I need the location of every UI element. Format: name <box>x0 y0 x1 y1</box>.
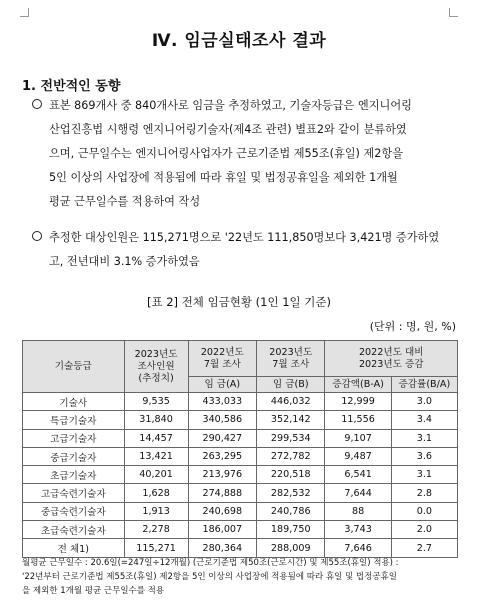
value-cell: 189,750 <box>257 521 325 539</box>
header-headcount: 2023년도 조사인원 (추정치) <box>124 341 188 393</box>
table-row <box>23 393 458 411</box>
paragraph-line: 고, 전년대비 3.1% 증가하였음 <box>49 255 200 268</box>
header-grade: 기술등급 <box>23 341 125 393</box>
header-2022: 2022년도 7월 조사 <box>188 341 256 377</box>
table-row <box>23 429 458 447</box>
table-caption: [표 2] 전체 임금현황 (1인 1일 기준) <box>146 295 332 309</box>
value-cell: 1,913 <box>124 502 188 520</box>
grade-cell: 중급기술자 <box>23 447 125 465</box>
grade-cell: 고급숙련기술자 <box>23 484 125 502</box>
table-row <box>23 521 458 539</box>
header-2023: 2023년도 7월 조사 <box>257 341 325 377</box>
paragraph-line: 산업진흥법 시행령 엔지니어링기술자(제4조 관련) 별표2와 같이 분류하였 <box>49 123 407 136</box>
value-cell: 3.1 <box>391 466 457 484</box>
bullet-circle-icon <box>32 99 42 109</box>
value-cell: 13,421 <box>124 447 188 465</box>
value-cell: 9,107 <box>325 429 391 447</box>
paragraph-line: 으며, 근무일수는 엔지니어링사업자가 근로기준법 제55조(휴일) 제2항을 <box>49 147 404 160</box>
paragraph-line: 5인 이상의 사업장에 적용됨에 따라 휴일 및 법정공휴일을 제외한 1개월 <box>49 171 398 184</box>
value-cell: 446,032 <box>257 393 325 411</box>
value-cell: 274,888 <box>188 484 256 502</box>
value-cell: 2.7 <box>391 539 457 557</box>
grade-cell: 특급기술자 <box>23 411 125 429</box>
value-cell: 1,628 <box>124 484 188 502</box>
value-cell: 6,541 <box>325 466 391 484</box>
table-row <box>23 466 458 484</box>
section-heading: 1. 전반적인 동향 <box>22 79 121 94</box>
value-cell: 290,427 <box>188 429 256 447</box>
value-cell: 240,786 <box>257 502 325 520</box>
corner-mark-left <box>20 8 29 17</box>
value-cell: 280,364 <box>188 539 256 557</box>
table-row <box>23 411 458 429</box>
value-cell: 433,033 <box>188 393 256 411</box>
header-wage-a: 임 금(A) <box>188 377 256 393</box>
value-cell: 240,698 <box>188 502 256 520</box>
bullet-circle-icon <box>32 231 42 241</box>
value-cell: 340,586 <box>188 411 256 429</box>
value-cell: 9,535 <box>124 393 188 411</box>
value-cell: 9,487 <box>325 447 391 465</box>
value-cell: 7,646 <box>325 539 391 557</box>
value-cell: 88 <box>325 502 391 520</box>
header-rate: 증감률(B/A) <box>391 377 457 393</box>
footnote-line: 을 제외한 1개월 평균 근무일수를 적용 <box>22 586 165 596</box>
value-cell: 213,976 <box>188 466 256 484</box>
header-change: 2022년도 대비 2023년도 증감 <box>325 341 458 377</box>
paragraph-line: 표본 869개사 중 840개사로 임금을 추정하였고, 기술자등급은 엔지니어링 <box>32 94 464 118</box>
footnote-line: '22년부터 근로기준법 제55조(휴일) 제2항을 5인 이상의 사업장에 적용됨에 따라 휴일 및 법정공휴일 <box>22 572 397 582</box>
grade-cell: 중급숙련기술자 <box>23 502 125 520</box>
value-cell: 2.0 <box>391 521 457 539</box>
value-cell: 115,271 <box>124 539 188 557</box>
grade-cell: 초급기술자 <box>23 466 125 484</box>
table-unit: (단위 : 명, 원, %) <box>369 320 456 333</box>
value-cell: 40,201 <box>124 466 188 484</box>
value-cell: 282,532 <box>257 484 325 502</box>
header-diff: 증감액(B-A) <box>325 377 391 393</box>
grade-cell: 기술사 <box>23 393 125 411</box>
value-cell: 220,518 <box>257 466 325 484</box>
page-title: Ⅳ. 임금실태조사 결과 <box>151 31 327 51</box>
paragraph-sample <box>32 94 464 214</box>
grade-cell: 전 체1) <box>23 539 125 557</box>
value-cell: 7,644 <box>325 484 391 502</box>
table-row <box>23 502 458 520</box>
value-cell: 2,278 <box>124 521 188 539</box>
value-cell: 186,007 <box>188 521 256 539</box>
paragraph-headcount <box>32 226 464 274</box>
value-cell: 31,840 <box>124 411 188 429</box>
footnote-line: 월평균 근무일수 : 20.6일(=247일÷12개월) (근로기준법 제50조(근로시간) 및 제55조(휴일) 적용) : <box>22 558 399 568</box>
corner-mark-right <box>449 8 458 17</box>
table-row-total <box>23 539 458 557</box>
value-cell: 3.1 <box>391 429 457 447</box>
grade-cell: 고급기술자 <box>23 429 125 447</box>
value-cell: 3.6 <box>391 447 457 465</box>
value-cell: 272,782 <box>257 447 325 465</box>
table-row <box>23 484 458 502</box>
value-cell: 11,556 <box>325 411 391 429</box>
table-row <box>23 447 458 465</box>
grade-cell: 초급숙련기술자 <box>23 521 125 539</box>
header-wage-b: 임 금(B) <box>257 377 325 393</box>
value-cell: 12,999 <box>325 393 391 411</box>
value-cell: 3,743 <box>325 521 391 539</box>
value-cell: 352,142 <box>257 411 325 429</box>
value-cell: 299,534 <box>257 429 325 447</box>
paragraph-line: 평균 근무일수를 적용하여 작성 <box>49 195 201 208</box>
value-cell: 0.0 <box>391 502 457 520</box>
value-cell: 2.8 <box>391 484 457 502</box>
paragraph-line: 추정한 대상인원은 115,271명으로 '22년도 111,850명보다 3,421명 증가하였 <box>32 226 464 250</box>
value-cell: 263,295 <box>188 447 256 465</box>
value-cell: 288,009 <box>257 539 325 557</box>
value-cell: 14,457 <box>124 429 188 447</box>
value-cell: 3.0 <box>391 393 457 411</box>
wage-table <box>22 340 458 558</box>
value-cell: 3.4 <box>391 411 457 429</box>
